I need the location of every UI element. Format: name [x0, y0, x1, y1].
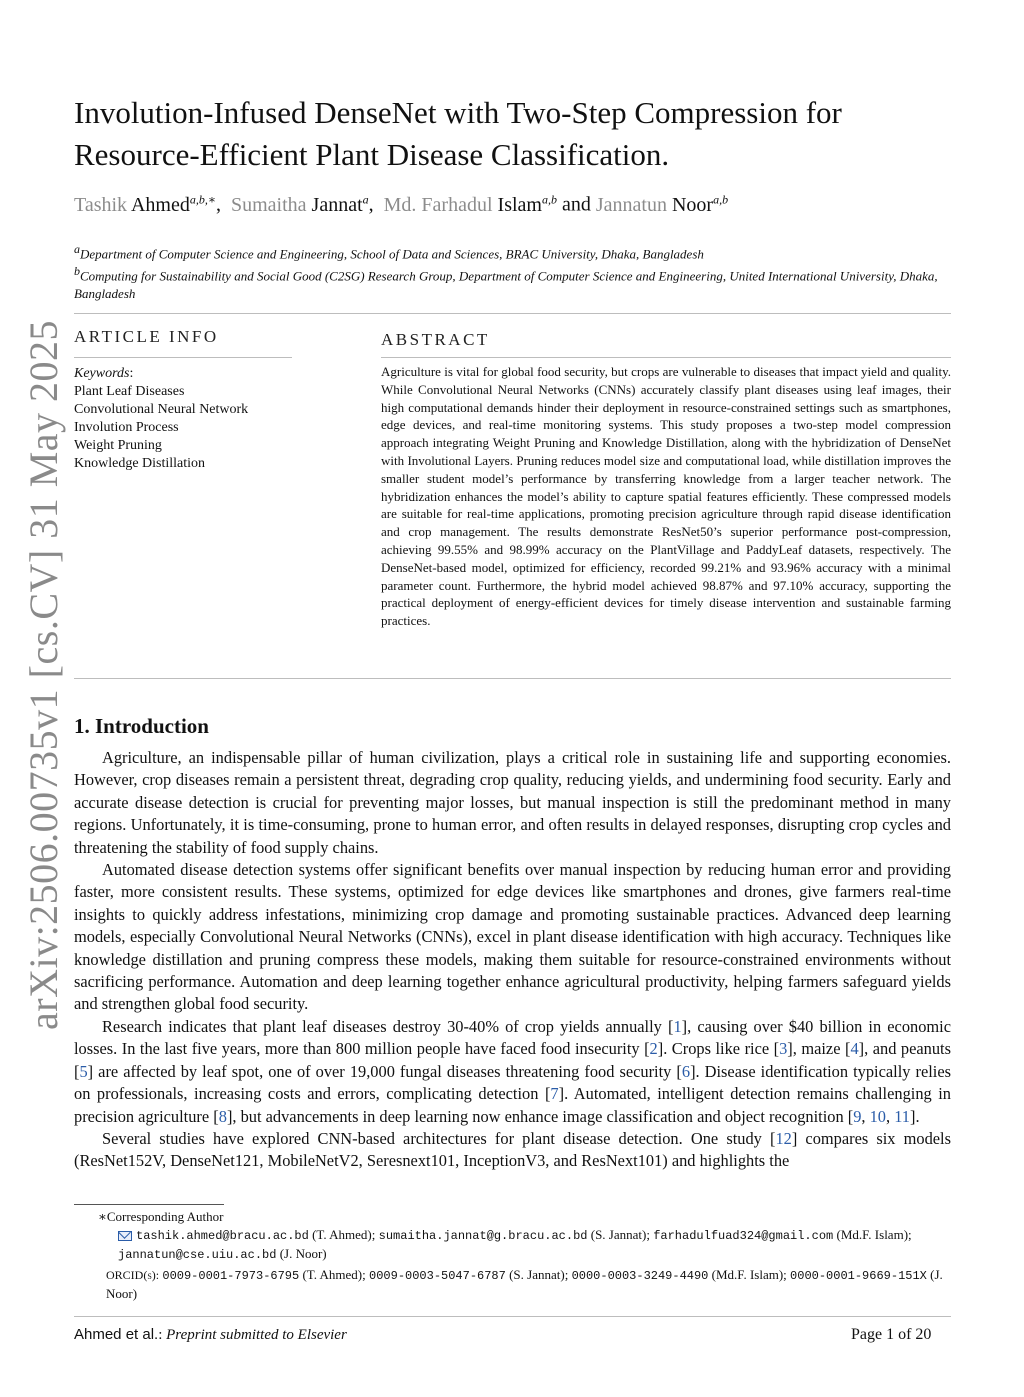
- abstract-divider: [381, 357, 951, 358]
- abstract-end-divider: [74, 678, 951, 679]
- citation-link[interactable]: 4: [850, 1039, 859, 1059]
- author-2[interactable]: Sumaitha Jannat$^a$: [231, 192, 369, 216]
- affiliation-b: $^b$Computing for Sustainability and Social Good (C2SG) Research Group, Department of Computer Science and Engineering, United International University, Dhaka, Bangladesh: [74, 264, 938, 302]
- affiliation-a: $^a$Department of Computer Science and Engineering, School of Data and Sciences, BRAC University, Dhaka, Bangladesh: [74, 242, 704, 262]
- orcid-link[interactable]: 0009-0001-7973-6795: [162, 1269, 300, 1283]
- orcid-line: ORCID(s): 0009-0001-7973-6795 (T. Ahmed); 0009-0003-5047-6787 (S. Jannat); 0000-0003-3249-4490 (Md.F. Islam); 0000-0001-9669-151X (J. Noor): [106, 1267, 943, 1301]
- keyword-item: Involution Process: [74, 420, 179, 435]
- intro-paragraph-1: Agriculture, an indispensable pillar of human civilization, plays a critical role in sustaining life and supporting economies. However, crop diseases remain a persistent threat, degrading crop quality, reducing yields, and undermining food security. Early and accurate disease detection is crucial for preventing major losses, but manual inspection is still the predominant method in many regions. Unfortunately, it is time-consuming, prone to human error, and often results in delayed responses, disrupting crop cycles and threatening the stability of food supply chains.: [74, 748, 951, 857]
- email-link[interactable]: farhadulfuad324@gmail.com: [653, 1229, 834, 1243]
- article-info-heading: ARTICLE INFO: [74, 327, 219, 346]
- citation-link[interactable]: 9: [853, 1106, 862, 1126]
- mail-icon: [118, 1231, 132, 1241]
- citation-link[interactable]: 1: [673, 1016, 682, 1036]
- title-line-2: Resource-Efficient Plant Disease Classification.: [74, 137, 670, 172]
- citation-link[interactable]: 5: [79, 1061, 88, 1081]
- citation-link[interactable]: 10: [869, 1106, 886, 1126]
- orcid-link[interactable]: 0000-0001-9669-151X: [790, 1269, 927, 1283]
- keywords-label: Keywords:: [74, 366, 134, 381]
- keyword-item: Plant Leaf Diseases: [74, 384, 185, 399]
- email-line: tashik.ahmed@bracu.ac.bd (T. Ahmed); sumaitha.jannat@g.bracu.ac.bd (S. Jannat); farhadulfuad324@gmail.com (Md.F. Islam); jannatun@cse.uiu.ac.bd (J. Noor): [118, 1227, 912, 1262]
- abstract-heading: ABSTRACT: [381, 330, 490, 349]
- author-3[interactable]: Md. Farhadul Islam$^{a,b}$: [383, 192, 557, 216]
- citation-link[interactable]: 2: [649, 1039, 658, 1059]
- email-link[interactable]: jannatun@cse.uiu.ac.bd: [118, 1248, 277, 1262]
- citation-link[interactable]: 8: [218, 1106, 227, 1126]
- footnote-divider: [74, 1204, 224, 1205]
- intro-paragraph-3: Research indicates that plant leaf diseases destroy 30-40% of crop yields annually [1], causing over $40 billion in economic losses. In the last five years, more than 800 million people have faced food insecurity [2]. Crops like rice [3], maize [4], and peanuts [5] are affected by leaf spot, one of over 19,000 fungal diseases threatening food security [6]. Disease identification typically relies on professionals, increasing costs and errors, complicating detection [7]. Automated, intelligent detection remains challenging in precision agriculture [8], but advancements in deep learning now enhance image classification and object recognition [9, 10, 11].: [74, 1016, 951, 1126]
- corresponding-author-note: ∗Corresponding Author: [98, 1209, 224, 1224]
- page-number: Page 1 of 20: [851, 1326, 932, 1343]
- header-divider: [74, 313, 951, 314]
- author-list: Tashik Ahmed$^{a,b,∗}$, Sumaitha Jannat$^a$, Md. Farhadul Islam$^{a,b}$ and Jannatun Noor$^{a,b}$: [74, 192, 729, 216]
- citation-link[interactable]: 6: [681, 1061, 691, 1081]
- intro-paragraph-4: Several studies have explored CNN-based architectures for plant disease detection. One study [12] compares six models (ResNet152V, DenseNet121, MobileNetV2, Seresnext101, InceptionV3, and ResNext101) and highlights the: [74, 1128, 951, 1171]
- running-footer: Ahmed et al.: Preprint submitted to Elsevier: [74, 1326, 347, 1343]
- intro-paragraph-2: Automated disease detection systems offer significant benefits over manual inspection by reducing human error and providing faster, more consistent results. These systems, optimized for edge devices like smartphones and drones, give farmers real-time insights to quickly address infestations, minimizing crop damage and promoting sustainable practices. Advanced deep learning models, especially Convolutional Neural Networks (CNNs), excel in plant disease identification with high accuracy. Techniques like knowledge distillation and pruning compress these models, making them suitable for resource-constrained environments without sacrificing performance. Automation and deep learning together enhance agricultural productivity, helping farmers safeguard yields and strengthen global food security.: [74, 860, 951, 1014]
- orcid-link[interactable]: 0009-0003-5047-6787: [369, 1269, 506, 1283]
- authors-conjunction: and: [561, 193, 591, 216]
- keyword-item: Weight Pruning: [74, 438, 162, 453]
- section-heading-introduction: 1. Introduction: [74, 714, 209, 738]
- keywords-block: [74, 365, 294, 473]
- arxiv-identifier-stamp: arXiv:2506.00735v1 [cs.CV] 31 May 2025: [21, 319, 66, 1030]
- author-1[interactable]: Tashik Ahmed$^{a,b,∗}$: [74, 192, 216, 216]
- author-4[interactable]: Jannatun Noor$^{a,b}$: [595, 192, 729, 216]
- article-info-divider: [74, 357, 292, 358]
- email-link[interactable]: tashik.ahmed@bracu.ac.bd: [136, 1229, 309, 1243]
- keyword-item: Convolutional Neural Network: [74, 402, 249, 417]
- title-line-1: Involution-Infused DenseNet with Two-Step Compression for: [74, 95, 842, 130]
- keyword-item: Knowledge Distillation: [74, 456, 206, 471]
- citation-link[interactable]: 3: [779, 1039, 788, 1059]
- email-link[interactable]: sumaitha.jannat@g.bracu.ac.bd: [378, 1229, 588, 1243]
- paper-title: [74, 92, 954, 176]
- citation-link[interactable]: 12: [775, 1128, 792, 1148]
- citation-link[interactable]: 11: [894, 1106, 910, 1126]
- abstract-body: Agriculture is vital for global food security, but crops are vulnerable to diseases that impact yield and quality. While Convolutional Neural Networks (CNNs) accurately classify plant diseases using leaf images, their high computational demands hinder their deployment in resource-constrained settings such as smartphones, edge devices, and real-time monitoring systems. This study proposes a two-step model compression approach integrating Weight Pruning and Knowledge Distillation, along with the hybridization of DenseNet with Involutional Layers. Pruning reduces model size and computational load, while distillation improves the smaller student model’s performance by transferring knowledge from a larger teacher network. The hybridization enhances the model’s ability to capture spatial features efficiently. These compressed models are suitable for real-time applications, promoting precision agriculture through rapid disease identification and crop management. The results demonstrate ResNet50’s superior performance post-compression, achieving 99.55% and 98.99% accuracy on the PlantVillage and PaddyLeaf datasets, respectively. The DenseNet-based model, optimized for efficiency, recorded 99.21% and 93.96% accuracy with a minimal parameter count. Furthermore, the hybrid model achieved 98.87% and 97.10% accuracy, supporting the practical deployment of energy-efficient devices for timely disease intervention and sustainable farming practices.: [381, 364, 951, 629]
- citation-link[interactable]: 7: [550, 1084, 559, 1104]
- footnotes: [74, 1208, 951, 1303]
- footer-divider: [74, 1316, 951, 1317]
- orcid-link[interactable]: 0000-0003-3249-4490: [571, 1269, 709, 1283]
- introduction-body: [74, 747, 951, 1173]
